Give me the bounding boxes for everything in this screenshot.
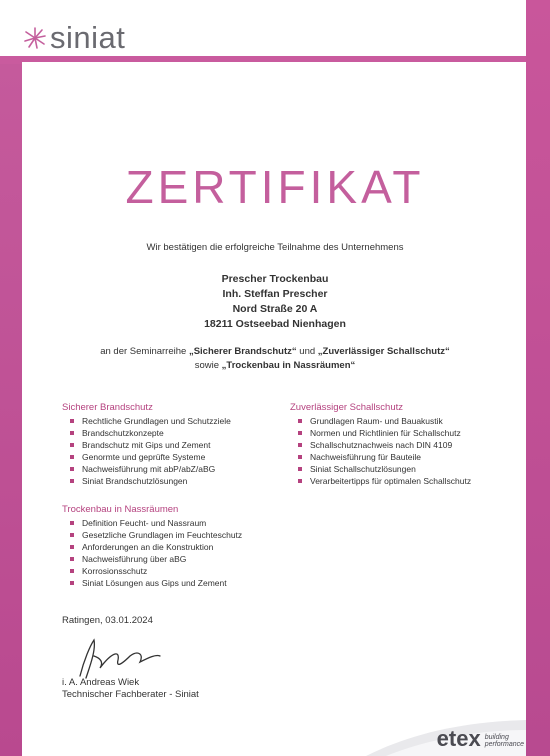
etex-logo <box>437 728 524 750</box>
seminar-name-1: „Sicherer Brandschutz“ <box>188 346 297 357</box>
place-date: Ratingen, 03.01.2024 <box>62 615 153 626</box>
certificate-title: ZERTIFIKAT <box>125 161 425 213</box>
siniat-wordmark: siniat <box>50 20 126 55</box>
section-title-nassraeume: Trockenbau in Nassräumen <box>62 504 179 515</box>
list-item: Siniat Schallschutzlösungen <box>296 463 486 475</box>
list-item: Nachweisführung mit abP/abZ/aBG <box>68 463 268 475</box>
signer-block <box>62 677 199 701</box>
seminar-name-3: „Trockenbau in Nassräumen“ <box>221 360 356 371</box>
list-item: Gesetzliche Grundlagen im Feuchteschutz <box>68 529 258 541</box>
list-item: Verarbeitertipps für optimalen Schallschutz <box>296 475 486 487</box>
section-title-brandschutz: Sicherer Brandschutz <box>62 402 153 413</box>
list-item: Definition Feucht- und Nassraum <box>68 517 258 529</box>
list-item: Nachweisführung für Bauteile <box>296 451 486 463</box>
signer-role: Technischer Fachberater - Siniat <box>62 689 199 700</box>
seminar-prefix: an der Seminarreihe <box>100 346 187 357</box>
seminar-text <box>0 345 550 373</box>
list-brandschutz <box>68 415 268 487</box>
list-item: Brandschutz mit Gips und Zement <box>68 439 268 451</box>
etex-tagline <box>485 734 524 750</box>
etex-tagline-1: building <box>484 734 509 741</box>
list-item: Siniat Lösungen aus Gips und Zement <box>68 577 258 589</box>
etex-wordmark: etex <box>436 726 481 751</box>
list-item: Normen und Richtlinien für Schallschutz <box>296 427 486 439</box>
list-schallschutz <box>296 415 486 487</box>
company-street: Nord Straße 20 A <box>232 303 318 315</box>
list-nassraeume <box>68 517 258 589</box>
section-title-schallschutz: Zuverlässiger Schallschutz <box>290 402 403 413</box>
list-item: Nachweisführung über aBG <box>68 553 258 565</box>
company-city: 18211 Ostseebad Nienhagen <box>204 318 346 330</box>
etex-tagline-2: performance <box>484 741 524 748</box>
list-item: Grundlagen Raum- und Bauakustik <box>296 415 486 427</box>
seminar-also: sowie <box>194 360 220 371</box>
list-item: Genormte und geprüfte Systeme <box>68 451 268 463</box>
siniat-logo <box>24 22 125 53</box>
company-owner: Inh. Steffan Prescher <box>222 288 328 300</box>
company-name: Prescher Trockenbau <box>221 273 329 285</box>
decorative-frame-right <box>526 0 550 756</box>
seminar-and: und <box>299 346 316 357</box>
list-item: Schallschutznachweis nach DIN 4109 <box>296 439 486 451</box>
list-item: Anforderungen an die Konstruktion <box>68 541 258 553</box>
company-address <box>0 272 550 332</box>
signer-name: i. A. Andreas Wiek <box>62 677 140 688</box>
list-item: Rechtliche Grundlagen und Schutzziele <box>68 415 268 427</box>
list-item: Siniat Brandschutzlösungen <box>68 475 268 487</box>
siniat-star-icon <box>24 27 46 49</box>
seminar-name-2: „Zuverlässiger Schallschutz“ <box>317 346 450 357</box>
confirmation-text: Wir bestätigen die erfolgreiche Teilnahme des Unternehmens <box>146 242 404 253</box>
list-item: Brandschutzkonzepte <box>68 427 268 439</box>
list-item: Korrosionsschutz <box>68 565 258 577</box>
